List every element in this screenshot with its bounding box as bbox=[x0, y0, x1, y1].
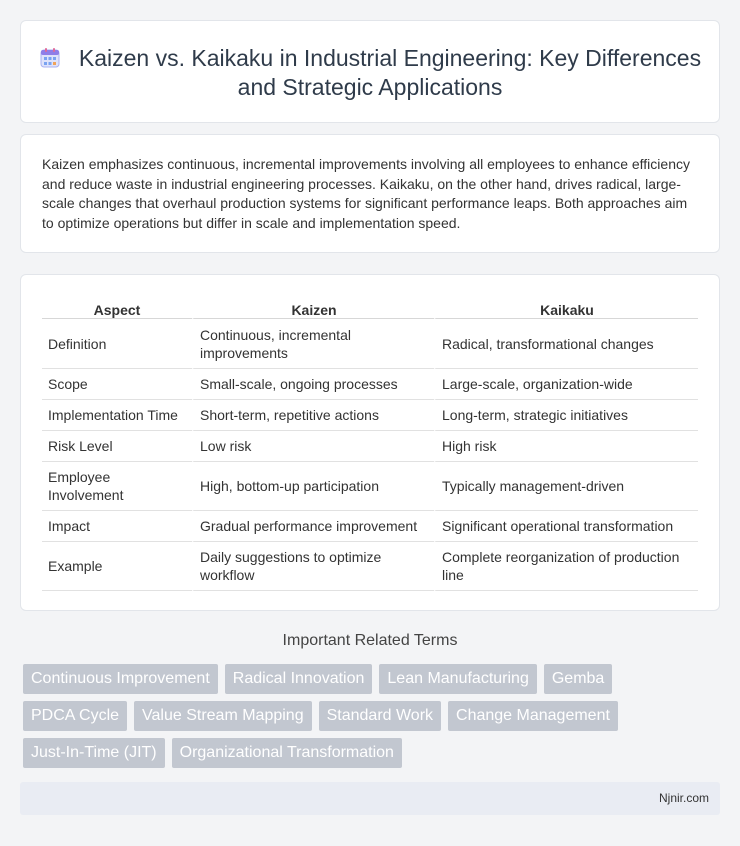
row-kaikaku: High risk bbox=[434, 431, 698, 462]
page-title bbox=[21, 44, 719, 102]
comparison-table bbox=[42, 295, 698, 591]
row-kaikaku: Significant operational transformation bbox=[434, 511, 698, 542]
related-terms-title: Important Related Terms bbox=[282, 632, 458, 649]
row-kaikaku: Long-term, strategic initiatives bbox=[434, 400, 698, 431]
table-row bbox=[42, 431, 698, 462]
row-kaizen: Gradual performance improvement bbox=[192, 511, 434, 542]
intro-card bbox=[20, 134, 720, 253]
intro-paragraph: Kaizen emphasizes continuous, incremental improvements involving all employees to enhance efficiency and reduce waste in industrial engineering processes. Kaikaku, on the other hand, drives radical, large-scale changes that overhaul production systems for significant performance leaps. Both approaches aim to optimize operations but differ in scale and implementation speed. bbox=[42, 156, 690, 231]
tag-standard-work[interactable]: Standard Work bbox=[319, 701, 441, 731]
table-row bbox=[42, 542, 698, 591]
row-kaizen: Short-term, repetitive actions bbox=[192, 400, 434, 431]
tag-organizational-transformation[interactable]: Organizational Transformation bbox=[172, 738, 402, 768]
table-header-row bbox=[42, 295, 698, 319]
tag-just-in-time[interactable]: Just-In-Time (JIT) bbox=[23, 738, 165, 768]
row-kaizen: Small-scale, ongoing processes bbox=[192, 369, 434, 400]
row-aspect: Definition bbox=[42, 319, 192, 369]
table-row bbox=[42, 511, 698, 542]
table-row bbox=[42, 400, 698, 431]
tag-lean-manufacturing[interactable]: Lean Manufacturing bbox=[379, 664, 536, 694]
comparison-card bbox=[20, 274, 720, 611]
row-aspect: Risk Level bbox=[42, 431, 192, 462]
table-row bbox=[42, 462, 698, 511]
calendar-icon bbox=[39, 47, 61, 69]
row-kaizen: Low risk bbox=[192, 431, 434, 462]
tag-value-stream-mapping[interactable]: Value Stream Mapping bbox=[134, 701, 312, 731]
row-kaizen: Daily suggestions to optimize workflow bbox=[192, 542, 434, 591]
related-terms-list bbox=[23, 664, 723, 775]
header-kaikaku: Kaikaku bbox=[434, 295, 698, 319]
row-kaikaku: Complete reorganization of production line bbox=[434, 542, 698, 591]
tag-continuous-improvement[interactable]: Continuous Improvement bbox=[23, 664, 218, 694]
row-aspect: Impact bbox=[42, 511, 192, 542]
tag-radical-innovation[interactable]: Radical Innovation bbox=[225, 664, 373, 694]
row-aspect: Employee Involvement bbox=[42, 462, 192, 511]
tag-change-management[interactable]: Change Management bbox=[448, 701, 618, 731]
table-row bbox=[42, 369, 698, 400]
tag-gemba[interactable]: Gemba bbox=[544, 664, 612, 694]
table-row bbox=[42, 319, 698, 369]
row-kaizen: Continuous, incremental improvements bbox=[192, 319, 434, 369]
header-kaizen: Kaizen bbox=[192, 295, 434, 319]
page-title-text: Kaizen vs. Kaikaku in Industrial Engineering: Key Differences and Strategic Applications bbox=[78, 45, 702, 100]
row-kaizen: High, bottom-up participation bbox=[192, 462, 434, 511]
tag-pdca-cycle[interactable]: PDCA Cycle bbox=[23, 701, 127, 731]
row-kaikaku: Large-scale, organization-wide bbox=[434, 369, 698, 400]
title-card bbox=[20, 20, 720, 123]
footer bbox=[20, 782, 720, 815]
row-aspect: Scope bbox=[42, 369, 192, 400]
header-aspect: Aspect bbox=[42, 295, 192, 319]
row-kaikaku: Radical, transformational changes bbox=[434, 319, 698, 369]
row-kaikaku: Typically management-driven bbox=[434, 462, 698, 511]
row-aspect: Implementation Time bbox=[42, 400, 192, 431]
row-aspect: Example bbox=[42, 542, 192, 591]
footer-brand[interactable]: Njnir.com bbox=[658, 791, 709, 805]
